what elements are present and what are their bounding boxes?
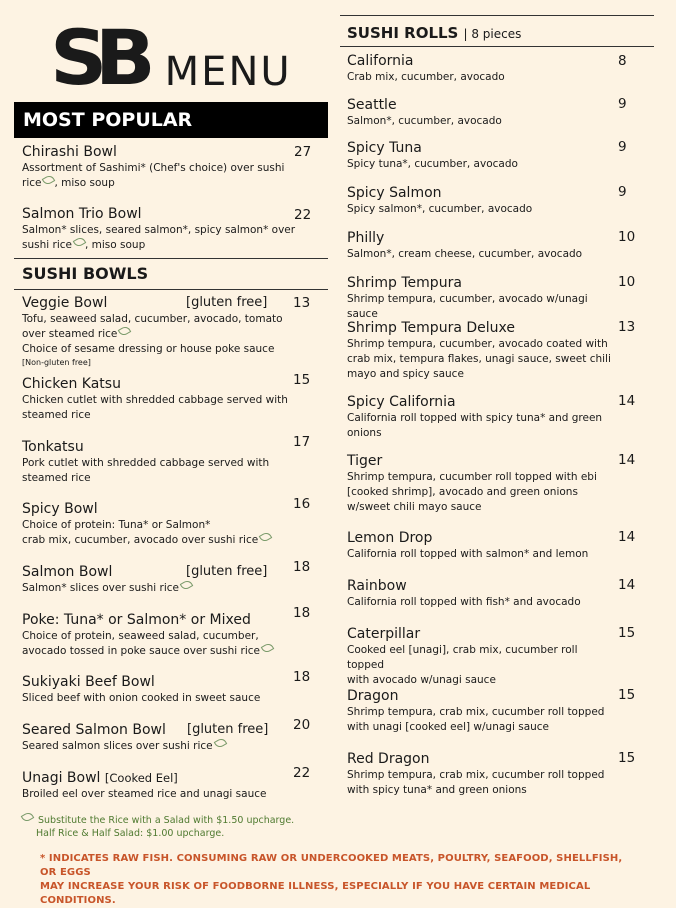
gluten-free-tag: [gluten free] [187, 722, 269, 737]
item-price: 15 [618, 625, 636, 641]
item-name: Red Dragon [347, 751, 430, 767]
item-name: Salmon Trio Bowl [22, 206, 142, 222]
item-desc: Sliced beef with onion cooked in sweet sauce [22, 692, 261, 704]
item-desc: California roll topped with fish* and avocado [347, 596, 581, 608]
menu-item [347, 274, 617, 322]
item-price: 10 [618, 229, 636, 245]
gluten-free-tag: [gluten free] [186, 295, 268, 310]
leaf-icon [180, 579, 194, 591]
item-name: Spicy Salmon [347, 185, 442, 201]
leaf-icon [213, 737, 227, 749]
item-name: Tiger [347, 453, 383, 469]
item-desc: Shrimp tempura, crab mix, cucumber roll topped with unagi [cooked eel] w/unagi sauce [347, 706, 605, 733]
item-price: 17 [293, 434, 311, 450]
gluten-free-tag: [gluten free] [186, 564, 268, 579]
item-price: 13 [293, 295, 311, 311]
menu-item [347, 184, 617, 217]
item-name: Philly [347, 230, 385, 246]
divider [14, 289, 328, 290]
item-price: 13 [618, 319, 636, 335]
item-name: Spicy California [347, 394, 456, 410]
rice-substitution-note: Substitute the Rice with a Salad with $1.50 upcharge. Half Rice & Half Salad: $1.00 upcharge. [36, 813, 294, 840]
item-price: 9 [618, 139, 627, 155]
item-desc: Spicy salmon*, cucumber, avocado [347, 203, 533, 215]
item-name: Rainbow [347, 578, 407, 594]
menu-item [22, 769, 292, 802]
menu-item [22, 375, 292, 423]
menu-item [347, 529, 617, 562]
menu-item [347, 52, 617, 85]
item-desc: Pork cutlet with shredded cabbage served with steamed rice [22, 457, 270, 484]
raw-fish-warning: * INDICATES RAW FISH. CONSUMING RAW OR UNDERCOOKED MEATS, POULTRY, SEAFOOD, SHELLFISH, OR EGGS MAY INCREASE YOUR RISK OF FOODBORNE ILLNESS, ESPECIALLY IF YOU HAVE CERTAIN MEDICAL CONDITIONS. [40, 853, 623, 906]
leaf-icon [21, 811, 35, 823]
item-desc: Choice of protein: Tuna* or Salmon* crab mix, cucumber, avocado over sushi rice [22, 518, 292, 548]
item-desc: Shrimp tempura, cucumber, avocado coated with crab mix, tempura flakes, unagi sauce, sweet chili mayo and spicy sauce [347, 338, 611, 380]
item-price: 16 [293, 496, 311, 512]
menu-item [22, 500, 292, 548]
menu-item [347, 96, 617, 129]
item-desc: California roll topped with spicy tuna* and green onions [347, 412, 603, 439]
item-desc: Shrimp tempura, cucumber roll topped with ebi [cooked shrimp], avocado and green onions w/sweet chili mayo sauce [347, 471, 597, 513]
item-price: 15 [618, 750, 636, 766]
item-desc: Choice of protein, seaweed salad, cucumber, avocado tossed in poke sauce over sushi rice [22, 629, 292, 659]
item-name: Caterpillar [347, 626, 421, 642]
item-desc: Assortment of Sashimi* (Chef's choice) over sushi rice , miso soup [22, 162, 285, 189]
item-price: 22 [293, 765, 311, 781]
menu-item [347, 750, 617, 798]
item-desc: Spicy tuna*, cucumber, avocado [347, 158, 518, 170]
menu-item [347, 139, 617, 172]
sushi-rolls-header [347, 23, 521, 42]
item-desc: Seared salmon slices over sushi rice [22, 739, 292, 754]
item-name: Veggie Bowl [22, 295, 108, 311]
item-price: 9 [618, 96, 627, 112]
item-name: Lemon Drop [347, 530, 433, 546]
leaf-icon [261, 642, 275, 654]
item-desc: California roll topped with salmon* and lemon [347, 548, 589, 560]
most-popular-heading: MOST POPULAR [14, 102, 328, 138]
menu-item [347, 319, 617, 382]
sushi-bowls-heading: SUSHI BOWLS [22, 264, 149, 283]
menu-item [22, 143, 322, 191]
menu-item [22, 438, 292, 486]
item-desc: Salmon*, cucumber, avocado [347, 115, 502, 127]
item-name: Seattle [347, 97, 397, 113]
item-name: Dragon [347, 688, 399, 704]
item-name: Spicy Bowl [22, 501, 98, 517]
divider [340, 15, 654, 16]
logo-mark: SB [50, 13, 144, 102]
item-name: Shrimp Tempura [347, 275, 462, 291]
item-price: 18 [293, 559, 311, 575]
item-price: 27 [294, 144, 312, 160]
item-price: 20 [293, 717, 311, 733]
item-price: 18 [293, 605, 311, 621]
item-desc: Broiled eel over steamed rice and unagi sauce [22, 788, 267, 800]
item-name: Spicy Tuna [347, 140, 422, 156]
item-note: [Non-gluten free] [22, 358, 91, 367]
item-name: Tonkatsu [22, 439, 84, 455]
item-name: Chicken Katsu [22, 376, 121, 392]
menu-item [22, 205, 322, 253]
sushi-rolls-heading: SUSHI ROLLS [347, 24, 459, 42]
divider [14, 258, 328, 259]
item-price: 15 [618, 687, 636, 703]
item-name: Unagi Bowl [Cooked Eel] [22, 770, 178, 786]
item-price: 18 [293, 669, 311, 685]
logo [50, 13, 292, 102]
item-name: Seared Salmon Bowl [22, 722, 166, 738]
item-price: 14 [618, 529, 636, 545]
menu-item [347, 687, 617, 735]
item-price: 15 [293, 372, 311, 388]
item-price: 9 [618, 184, 627, 200]
menu-item [22, 611, 292, 659]
item-price: 14 [618, 577, 636, 593]
item-desc: Chicken cutlet with shredded cabbage served with steamed rice [22, 394, 288, 421]
item-price: 14 [618, 393, 636, 409]
item-name: Poke: Tuna* or Salmon* or Mixed [22, 612, 251, 628]
item-desc: Salmon* slices, seared salmon*, spicy salmon* over sushi rice , miso soup [22, 224, 296, 251]
leaf-icon [118, 325, 132, 337]
leaf-icon [259, 531, 273, 543]
item-name: California [347, 53, 414, 69]
item-desc: Salmon*, cream cheese, cucumber, avocado [347, 248, 583, 260]
item-desc: Salmon* slices over sushi rice [22, 581, 292, 596]
menu-item [347, 577, 617, 610]
item-desc: Tofu, seaweed salad, cucumber, avocado, tomato over steamed rice Choice of sesame dressing or house poke sauce [22, 313, 283, 355]
menu-item [347, 229, 617, 262]
item-price: 8 [618, 53, 627, 69]
item-desc: Shrimp tempura, cucumber, avocado w/unagi sauce [347, 293, 588, 320]
item-name: Sukiyaki Beef Bowl [22, 674, 155, 690]
item-desc: Crab mix, cucumber, avocado [347, 71, 505, 83]
item-price: 14 [618, 452, 636, 468]
item-name-suffix: [Cooked Eel] [104, 771, 178, 785]
sushi-rolls-subheading: | 8 pieces [463, 27, 522, 41]
item-desc: Cooked eel [unagi], crab mix, cucumber roll topped with avocado w/unagi sauce [347, 644, 578, 686]
item-price: 10 [618, 274, 636, 290]
item-name: Shrimp Tempura Deluxe [347, 320, 515, 336]
logo-word: MENU [164, 49, 292, 95]
item-desc: Shrimp tempura, crab mix, cucumber roll topped with spicy tuna* and green onions [347, 769, 605, 796]
item-price: 22 [294, 207, 312, 223]
item-name: Chirashi Bowl [22, 144, 117, 160]
menu-item [347, 452, 617, 515]
divider [340, 46, 654, 47]
menu-item [347, 393, 617, 441]
menu-item [347, 625, 617, 688]
item-name: Salmon Bowl [22, 564, 113, 580]
menu-item [22, 673, 292, 706]
